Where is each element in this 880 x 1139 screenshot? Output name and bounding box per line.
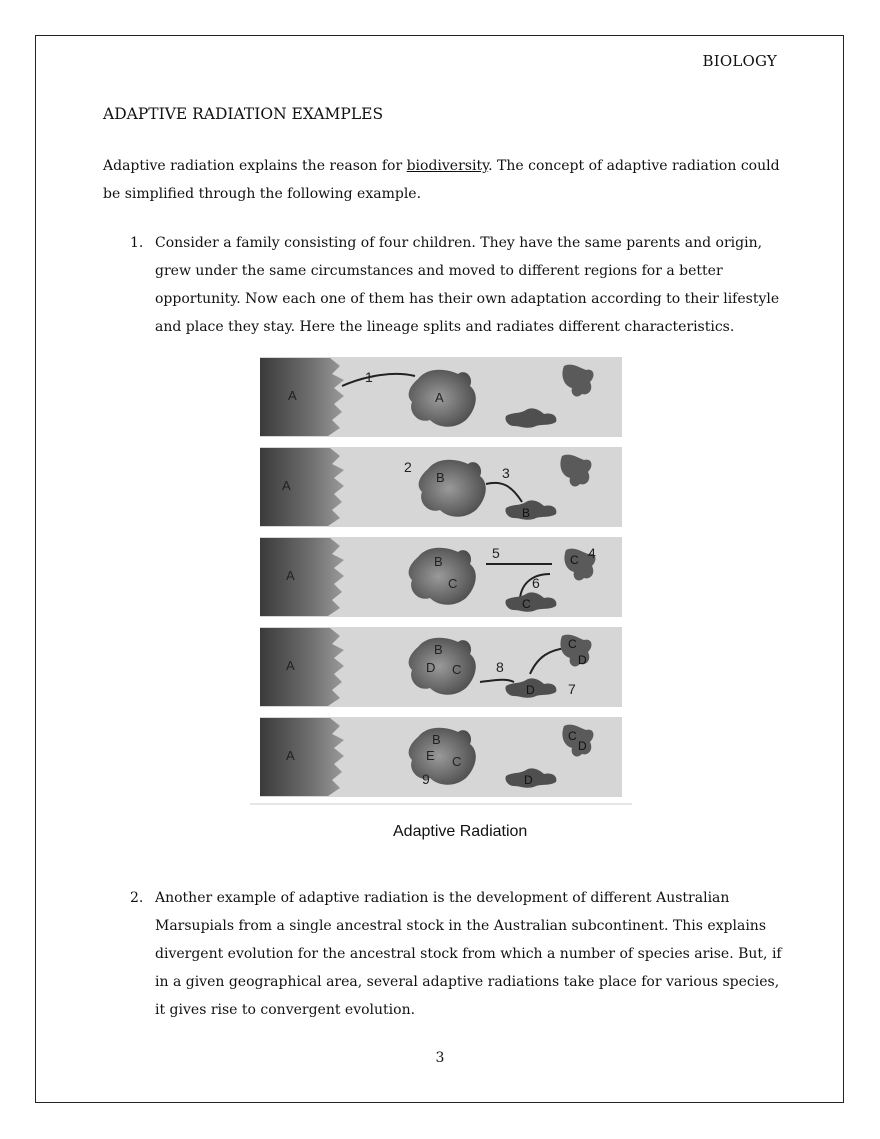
list-item-number: 2.: [130, 890, 144, 906]
figure-diagram: [250, 352, 632, 822]
panel-4-island-label-b: B: [434, 642, 443, 657]
header-subject: BIOLOGY: [702, 52, 777, 70]
panel-2-island-label: B: [436, 470, 445, 485]
list-item-number: 1.: [130, 235, 144, 251]
panel-5: [260, 717, 622, 797]
intro-text-before: Adaptive radiation explains the reason for: [103, 158, 407, 174]
panel-3-number-6: 6: [532, 575, 540, 591]
panel-5-island-label-c: C: [452, 754, 462, 769]
panel-5-number-9: 9: [422, 771, 430, 787]
panel-1-mainland-label: A: [288, 388, 297, 403]
intro-text-after: . The concept of adaptive radiation could be simplified through the following example.: [103, 158, 780, 202]
panel-5-mainland-label: A: [286, 748, 295, 763]
panel-3-island-label-b: B: [434, 554, 443, 569]
adaptive-radiation-figure: [250, 352, 632, 852]
panel-5-island-label-b: B: [432, 732, 441, 747]
panel-1-island-label: A: [435, 390, 444, 405]
panel-1: [260, 357, 622, 437]
panel-2-number-2: 2: [404, 459, 412, 475]
panel-4-island-label-d: D: [426, 660, 436, 675]
panel-2-small-label: B: [522, 506, 531, 520]
panel-4: [260, 627, 622, 707]
panel-5-island-label-e: E: [426, 748, 435, 763]
panel-2: [260, 447, 622, 527]
panel-2-number-3: 3: [502, 465, 510, 481]
panel-5-small-label-c: C: [568, 729, 577, 743]
panel-4-number-7: 7: [568, 681, 576, 697]
panel-4-mainland-label: A: [286, 658, 295, 673]
list-item: [103, 229, 783, 341]
panel-3-mainland-label: A: [286, 568, 295, 583]
panel-3-number-5: 5: [492, 545, 500, 561]
list-item-text: Consider a family consisting of four children. They have the same parents and origin, grew under the same circumstances and moved to different regions for a better opportunity. Now each one of them has their own adaptation according to their lifestyle and place they stay. Here the lineage splits and radiates different characteristics.: [155, 235, 780, 335]
panel-4-island-label-c: C: [452, 662, 462, 677]
panel-3-number-4: 4: [588, 545, 596, 561]
panel-4-small-label-d2: D: [526, 683, 535, 697]
panel-2-mainland-label: A: [282, 478, 291, 493]
panel-3-island-label-c: C: [448, 576, 458, 591]
panel-4-small-label-c: C: [568, 637, 577, 651]
panel-3-small-label-c2: C: [522, 597, 531, 611]
intro-paragraph: [103, 152, 783, 208]
panel-5-small-label-d1: D: [578, 739, 587, 753]
panel-1-number-1: 1: [365, 369, 373, 385]
panel-5-small-label-d2: D: [524, 773, 533, 787]
biodiversity-link[interactable]: biodiversity: [406, 158, 489, 174]
list-item-text: Another example of adaptive radiation is the development of different Australian Marsupials from a single ancestral stock in the Australian subcontinent. This explains divergent evolution for the ancestral stock from which a number of species arise. But, if in a given geographical area, several adaptive radiations take place for various species, it gives rise to convergent evolution.: [155, 890, 782, 1018]
panel-4-number-8: 8: [496, 659, 504, 675]
panel-3-small-label-c1: C: [570, 553, 579, 567]
panel-4-small-label-d1: D: [578, 653, 587, 667]
figure-caption: Adaptive Radiation: [393, 823, 528, 840]
panel-3: [260, 537, 622, 617]
section-title: ADAPTIVE RADIATION EXAMPLES: [103, 105, 384, 123]
page-number: 3: [435, 1050, 445, 1066]
list-item: [103, 884, 783, 1024]
